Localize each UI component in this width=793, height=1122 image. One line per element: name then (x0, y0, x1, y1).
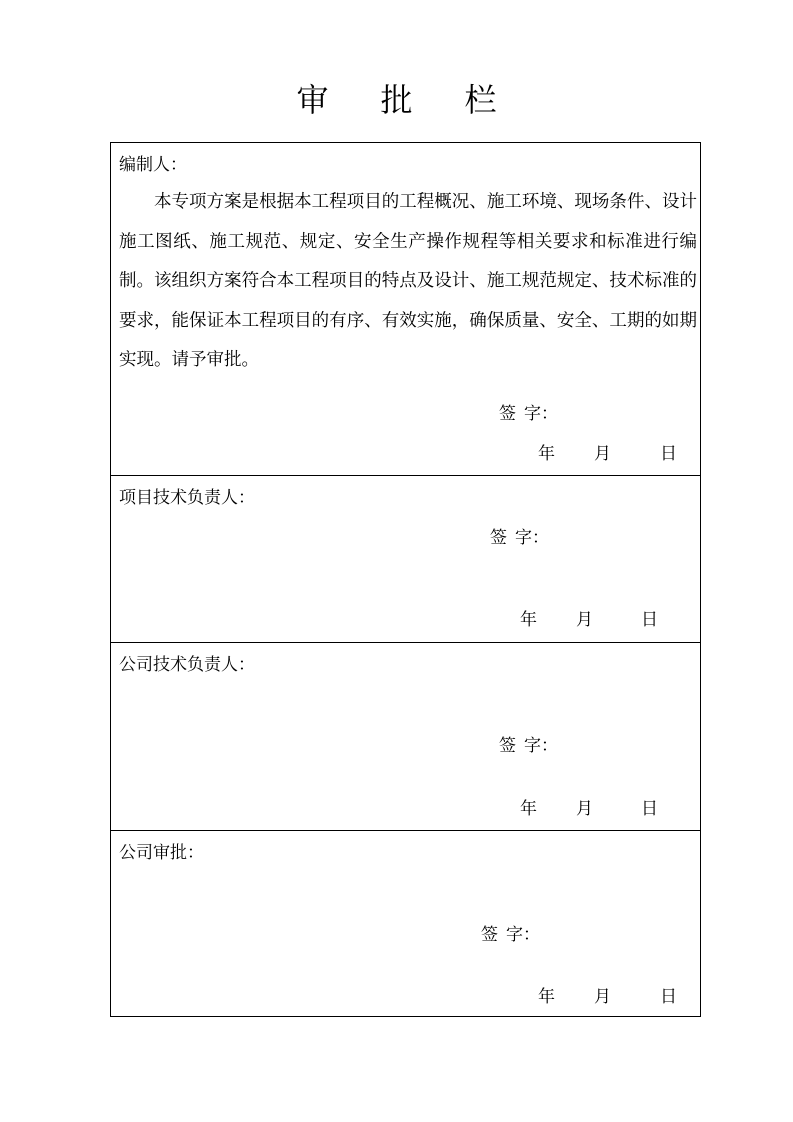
section-compiler (111, 143, 700, 476)
signature-label: 签 (481, 925, 498, 945)
signature-label-suffix: 字： (524, 736, 558, 756)
day-label: 日 (660, 444, 677, 464)
compiler-statement: 本专项方案是根据本工程项目的工程概况、施工环境、现场条件、设计施工图纸、施工规范、规定、安全生产操作规程等相关要求和标准进行编制。该组织方案符合本工程项目的特点及设计、施工规范规定、技术标准的要求，能保证本工程项目的有序、有效实施，确保质量、安全、工期的如期实现。请予审批。 (119, 192, 697, 371)
day-label: 日 (641, 799, 658, 819)
section-company-tech-lead (111, 643, 700, 831)
page-title (0, 78, 793, 122)
month-label: 月 (594, 444, 611, 464)
day-label: 日 (660, 987, 677, 1007)
compiler-date-field[interactable] (111, 442, 700, 466)
compiler-label: 编制人： (119, 155, 187, 175)
year-label: 年 (520, 799, 537, 819)
project-tech-lead-signature-field[interactable] (490, 526, 549, 550)
title-char-1: 审 (296, 81, 329, 119)
signature-label: 签 (499, 404, 516, 424)
section-company-approval (111, 831, 700, 1016)
title-char-3: 栏 (464, 81, 497, 119)
compiler-signature-field[interactable] (499, 402, 558, 426)
signature-label: 签 (490, 528, 507, 548)
company-tech-lead-label: 公司技术负责人： (119, 655, 255, 675)
project-tech-lead-label: 项目技术负责人： (119, 488, 255, 508)
company-approval-date-field[interactable] (111, 985, 700, 1009)
signature-label-suffix: 字： (524, 404, 558, 424)
section-project-tech-lead (111, 476, 700, 643)
month-label: 月 (576, 610, 593, 630)
title-char-2: 批 (380, 81, 413, 119)
year-label: 年 (538, 987, 555, 1007)
approval-form (110, 142, 701, 1017)
company-tech-lead-date-field[interactable] (111, 797, 700, 821)
year-label: 年 (538, 444, 555, 464)
day-label: 日 (641, 610, 658, 630)
signature-label: 签 (499, 736, 516, 756)
month-label: 月 (576, 799, 593, 819)
signature-label-suffix: 字： (515, 528, 549, 548)
year-label: 年 (520, 610, 537, 630)
project-tech-lead-date-field[interactable] (111, 608, 700, 632)
signature-label-suffix: 字： (506, 925, 540, 945)
company-tech-lead-signature-field[interactable] (499, 734, 558, 758)
company-approval-label: 公司审批： (119, 843, 204, 863)
month-label: 月 (594, 987, 611, 1007)
company-approval-signature-field[interactable] (481, 923, 540, 947)
